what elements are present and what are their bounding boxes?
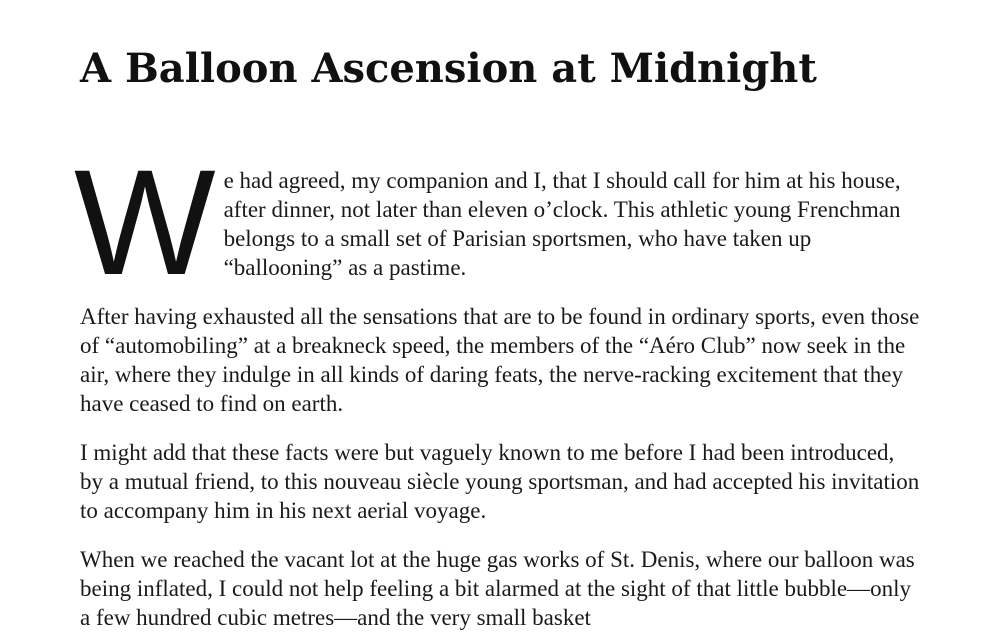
article-paragraph-1 xyxy=(74,138,922,306)
article xyxy=(74,40,922,632)
drop-cap: W xyxy=(74,138,216,306)
article-paragraph-2: After having exhausted all the sensations that are to be found in ordinary sports, even those of “automobiling” at a breakneck speed, the members of the “Aéro Club” now seek in the air, where they indulge in all kinds of daring feats, the nerve-racking excitement that they have ceased to find on earth. xyxy=(80,304,920,416)
article-paragraph-4: When we reached the vacant lot at the huge gas works of St. Denis, where our balloon was being inflated, I could not help feeling a bit alarmed at the sight of that little bubble—only a few hundred cubic metres—and the very small basket xyxy=(80,547,915,630)
paragraph-1-text: e had agreed, my companion and I, that I should call for him at his house, after dinner, not later than eleven o’clock. This athletic young Frenchman belongs to a small set of Parisian sportsmen, who have taken up “ballooning” as a pastime. xyxy=(223,168,901,280)
article-title: A Balloon Ascension at Midnight xyxy=(80,45,817,92)
article-paragraph-3: I might add that these facts were but vaguely known to me before I had been introduced, by a mutual friend, to this nouveau siècle young sportsman, and had accepted his invitation to accompany him in his next aerial voyage. xyxy=(80,440,920,523)
